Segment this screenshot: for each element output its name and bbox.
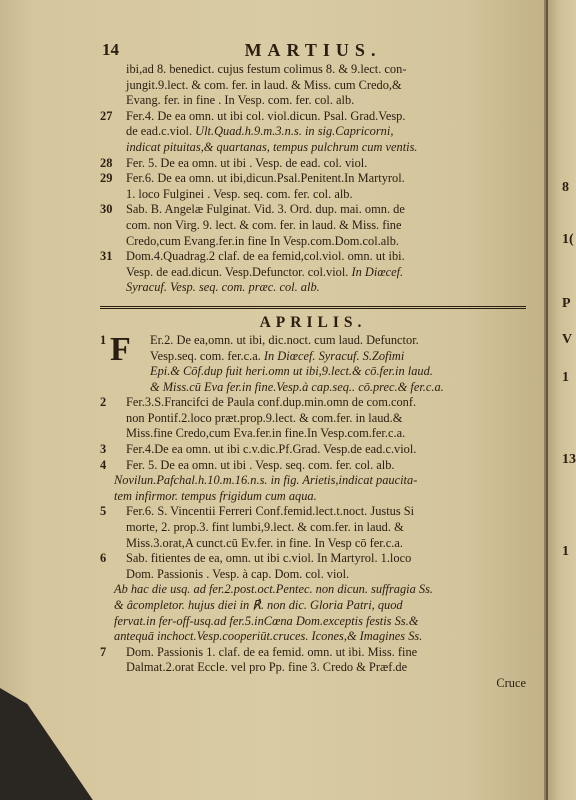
right-page-edge bbox=[548, 0, 576, 800]
page-content bbox=[100, 40, 526, 692]
month-heading: MARTIUS. bbox=[244, 40, 382, 60]
month-heading: APRILIS. bbox=[259, 313, 367, 331]
right-page-fragment: 8 bbox=[562, 180, 569, 195]
page-number: 14 bbox=[102, 40, 119, 59]
entry-5: 5 Fer.6. S. Vincentii Ferreri Conf.femid.lect.t.noct. Justus Si morte, 2. prop.3. fint lumbi,9.lect. & com.fer. in laud. & Miss.3.orat,A cunct.cū Ev.fer. in fine. In Vesp cō fer.c.a. bbox=[100, 504, 415, 550]
section-rule bbox=[100, 306, 526, 307]
right-page-fragment: 1 bbox=[562, 370, 569, 385]
right-page-fragment: P bbox=[562, 296, 571, 311]
entry-1: 1 F Er.2. De ea,omn. ut ibi, dic.noct. cum laud. Defunctor. Vesp.seq. com. fer.c.a. In Diœcef. Syracuf. S.Zofimi Epi.& Cōf.dup fuit heri.omn ut ibi,9.lect.& cō.fer.in laud. & Miss.cū Eva fer.in fine.Vesp.à cap.seq.. cō.prec.& fer.c.a. bbox=[100, 330, 444, 394]
entry-2: 2 Fer.3.S.Francifci de Paula conf.dup.min.omn de com.conf. non Pontif.2.loco præt.prop.9.lect. & com.fer. in laud.& Miss.fine Credo,cum Eva.fer.in fine.In Vesp.com.fer.c.a. bbox=[100, 395, 417, 441]
right-page-fragment: 13 bbox=[562, 452, 576, 467]
entry-29: 29 Fer.6. De ea omn. ut ibi,dicun.Psal.Penitent.In Martyrol. 1. loco Fulginei . Vesp. seq. com. fer. col. alb. bbox=[100, 171, 405, 201]
entry-3: 3 Fer.4.De ea omn. ut ibi c.v.dic.Pf.Grad. Vesp.de ead.c.viol. bbox=[100, 442, 417, 457]
entry-4: 4 Fer. 5. De ea omn. ut ibi . Vesp. seq. com. fer. col. alb. bbox=[100, 457, 395, 472]
right-page-fragment: 1 bbox=[562, 544, 569, 559]
entry-30: 30 Sab. B. Angelæ Fulginat. Vid. 3. Ord. dup. mai. omn. de com. non Virg. 9. lect. & com. fer. in laud. & Miss. fine Credo,cum Evang.fer.in fine In Vesp.com.Dom.col.alb. bbox=[100, 202, 405, 248]
entry-28: 28 Fer. 5. De ea omn. ut ibi . Vesp. de ead. col. viol. bbox=[100, 155, 368, 170]
entry-27: 27 Fer.4. De ea omn. ut ibi col. viol.dicun. Psal. Grad.Vesp. de ead.c.viol. Ult.Quad.h.9.m.3.n.s. in sig.Capricorni, indicat pituitas,& quartanas, tempus pulchrum cum ventis. bbox=[100, 108, 418, 154]
rubric-note: Ab hac die usq. ad fer.2.post.oct.Pentec. non dicun. suffragia Ss. & âcompletor. hujus diei in ℟. non dic. Gloria Patri, quod fervat.in fer-off-usq.ad fer.5.inCœna Dom.exceptis festis Ss.& antequā inchoct.Vesp.cooperiūt.cruces. Icones,& Imagines Ss. bbox=[114, 582, 434, 644]
right-page-fragment: V bbox=[562, 332, 573, 347]
section-rule-thin bbox=[100, 308, 526, 309]
entry-6: 6 Sab. fitientes de ea, omn. ut ibi c.viol. In Martyrol. 1.loco Dom. Passionis . Vesp. à cap. Dom. col. viol. bbox=[100, 551, 412, 581]
new-moon-note: Novilun.Pafchal.h.10.m.16.n.s. in fig. Arietis,indicat paucita- tem infirmor. tempus frigidum cum aqua. bbox=[114, 473, 418, 503]
continued-entry: ibi,ad 8. benedict. cujus festum colimus 8. & 9.lect. con- jungit.9.lect. & com. fer. in laud. & Miss. cum Credo,& Evang. fer. in fine . In Vesp. com. fer. col. alb. bbox=[126, 62, 407, 108]
entry-31: 31 Dom.4.Quadrag.2 claf. de ea femid,col.viol. omn. ut ibi. Vesp. de ead.dicun. Vesp.Defunctor. col.viol. In Diœcef. Syracuf. Vesp. seq. com. præc. col. alb. bbox=[100, 249, 405, 295]
right-page-fragment: 1( bbox=[562, 232, 574, 247]
entry-7: 7 Dom. Passionis 1. claf. de ea femid. omn. ut ibi. Miss. fine Dalmat.2.orat Eccle. vel pro Pp. fine 3. Credo & Præf.de bbox=[100, 644, 418, 675]
catchword: Cruce bbox=[496, 675, 526, 690]
drop-cap: F bbox=[110, 330, 131, 368]
